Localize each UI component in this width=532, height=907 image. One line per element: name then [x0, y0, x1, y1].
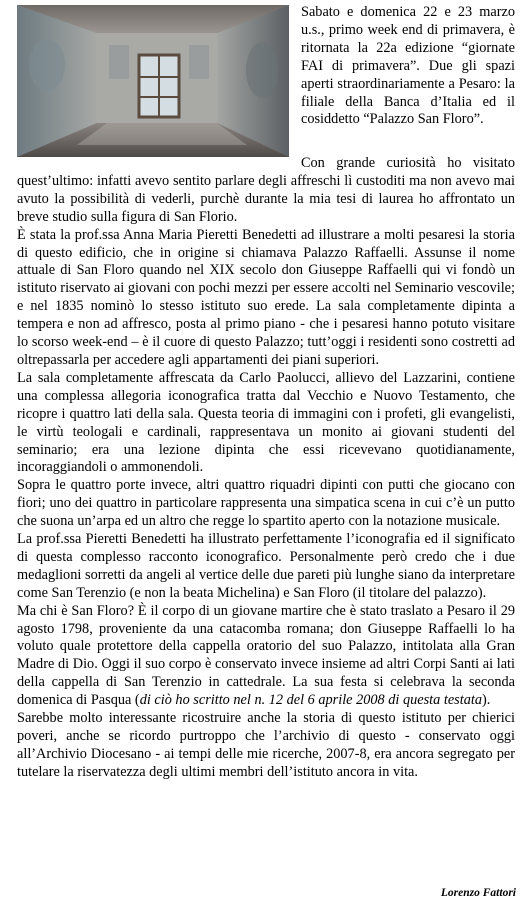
author-signature: Lorenzo Fattori	[440, 887, 516, 899]
paragraph-4: Sopra le quattro porte invece, altri quattro riquadri dipinti con putti che giocano con fiori; uno dei quattro in particolare rappresenta una simpatica scena in cui c’è un putto che suona un’arpa ed un altro che regge lo spartito aperto con la notazione musicale.	[17, 477, 515, 530]
photo-illustration	[17, 5, 289, 157]
fresco-hall-photo	[17, 5, 289, 157]
paragraph-3: La sala completamente affrescata da Carlo Paolucci, allievo del Lazzarini, contiene una complessa allegoria iconografica tratta dal Vecchio e Nuovo Testamento, che ricopre i quattro lati della sala. Questa teoria di immagini con i profeti, gli evangelisti, le virtù teologali e cardinali, rappresentava un monito ai giovani studenti del seminario; era una lezione dipinta che essi ricevevano quotidianamente, incoraggiandoli o ammonendoli.	[17, 369, 515, 476]
paragraph-6	[17, 603, 515, 710]
intro-column	[301, 4, 515, 129]
paragraph-6-end: ).	[482, 692, 491, 709]
paragraph-6-italic: di ciò ho scritto nel n. 12 del 6 aprile 2008 di questa testata	[139, 692, 482, 709]
paragraph-7: Sarebbe molto interessante ricostruire anche la storia di questo istituto per chierici poveri, anche se ricordo purtroppo che l’archivio di questo - conservato oggi all’Archivio Diocesano - ai tempi delle mie ricerche, 2007-8, era ancora segregato per tutelare la riservatezza degli ultimi membri dell’istituto ancora in vita.	[17, 710, 515, 780]
paragraph-6-text: Ma chi è San Floro? È il corpo di un giovane martire che è stato traslato a Pesaro il 29 agosto 1798, proveniente da una catacomba romana; don Giuseppe Raffaelli lo ha voluto quale protettore della cappella oratorio del suo Palazzo, intitolata alla Gran Madre di Dio. Oggi il suo corpo è conservato invece insieme ad altri Corpi Santi ai lati della cappella di San Terenzio in cattedrale. La sua festa si celebrava la seconda domenica di Pasqua (	[17, 602, 515, 709]
intro-paragraph: Sabato e domenica 22 e 23 marzo u.s., primo week end di primavera, è ritornata la 22a edizione “giornate FAI di primavera”. Due gli spazi aperti straordinariamente a Pesaro: la filiale della Banca d’Italia ed il cosiddetto “Palazzo San Floro”.	[301, 4, 515, 128]
article-body	[17, 155, 515, 782]
paragraph-2: È stata la prof.ssa Anna Maria Pieretti Benedetti ad illustrare a molti pesaresi la storia di questo edificio, che in origine si chiamava Palazzo Raffaelli. Assunse il nome attuale di San Floro quando nel XIX secolo don Giuseppe Raffaelli qui vi fondò un istituto riservato ai giovani con pochi mezzi per essere accolti nel Seminario vescovile; e nel 1835 nominò lo stesso istituto suo erede. La sala completamente dipinta a tempera e non ad affresco, posta al primo piano - che i pesaresi hanno potuto visitare lo scorso week-end – è il cuore di questo Palazzo; tutt’oggi i residenti sono costretti ad oltrepassarla per accedere agli appartamenti dei piani superiori.	[17, 226, 515, 368]
paragraph-1: Con grande curiosità ho visitato quest’ultimo: infatti avevo sentito parlare degli affreschi lì custoditi ma non avevo mai avuto la possibilità di vederli, purchè durante la mia tesi di laurea ho affrontato un breve studio sulla figura di San Florio.	[17, 155, 515, 225]
paragraph-5: La prof.ssa Pieretti Benedetti ha illustrato perfettamente l’iconografia ed il significato di questa complesso racconto iconografico. Personalmente però credo che i due medaglioni sorretti da angeli al vertice delle due pareti più lunghe siano da interpretare come San Terenzio (e non la beata Michelina) e San Floro (il titolare del palazzo).	[17, 531, 515, 601]
